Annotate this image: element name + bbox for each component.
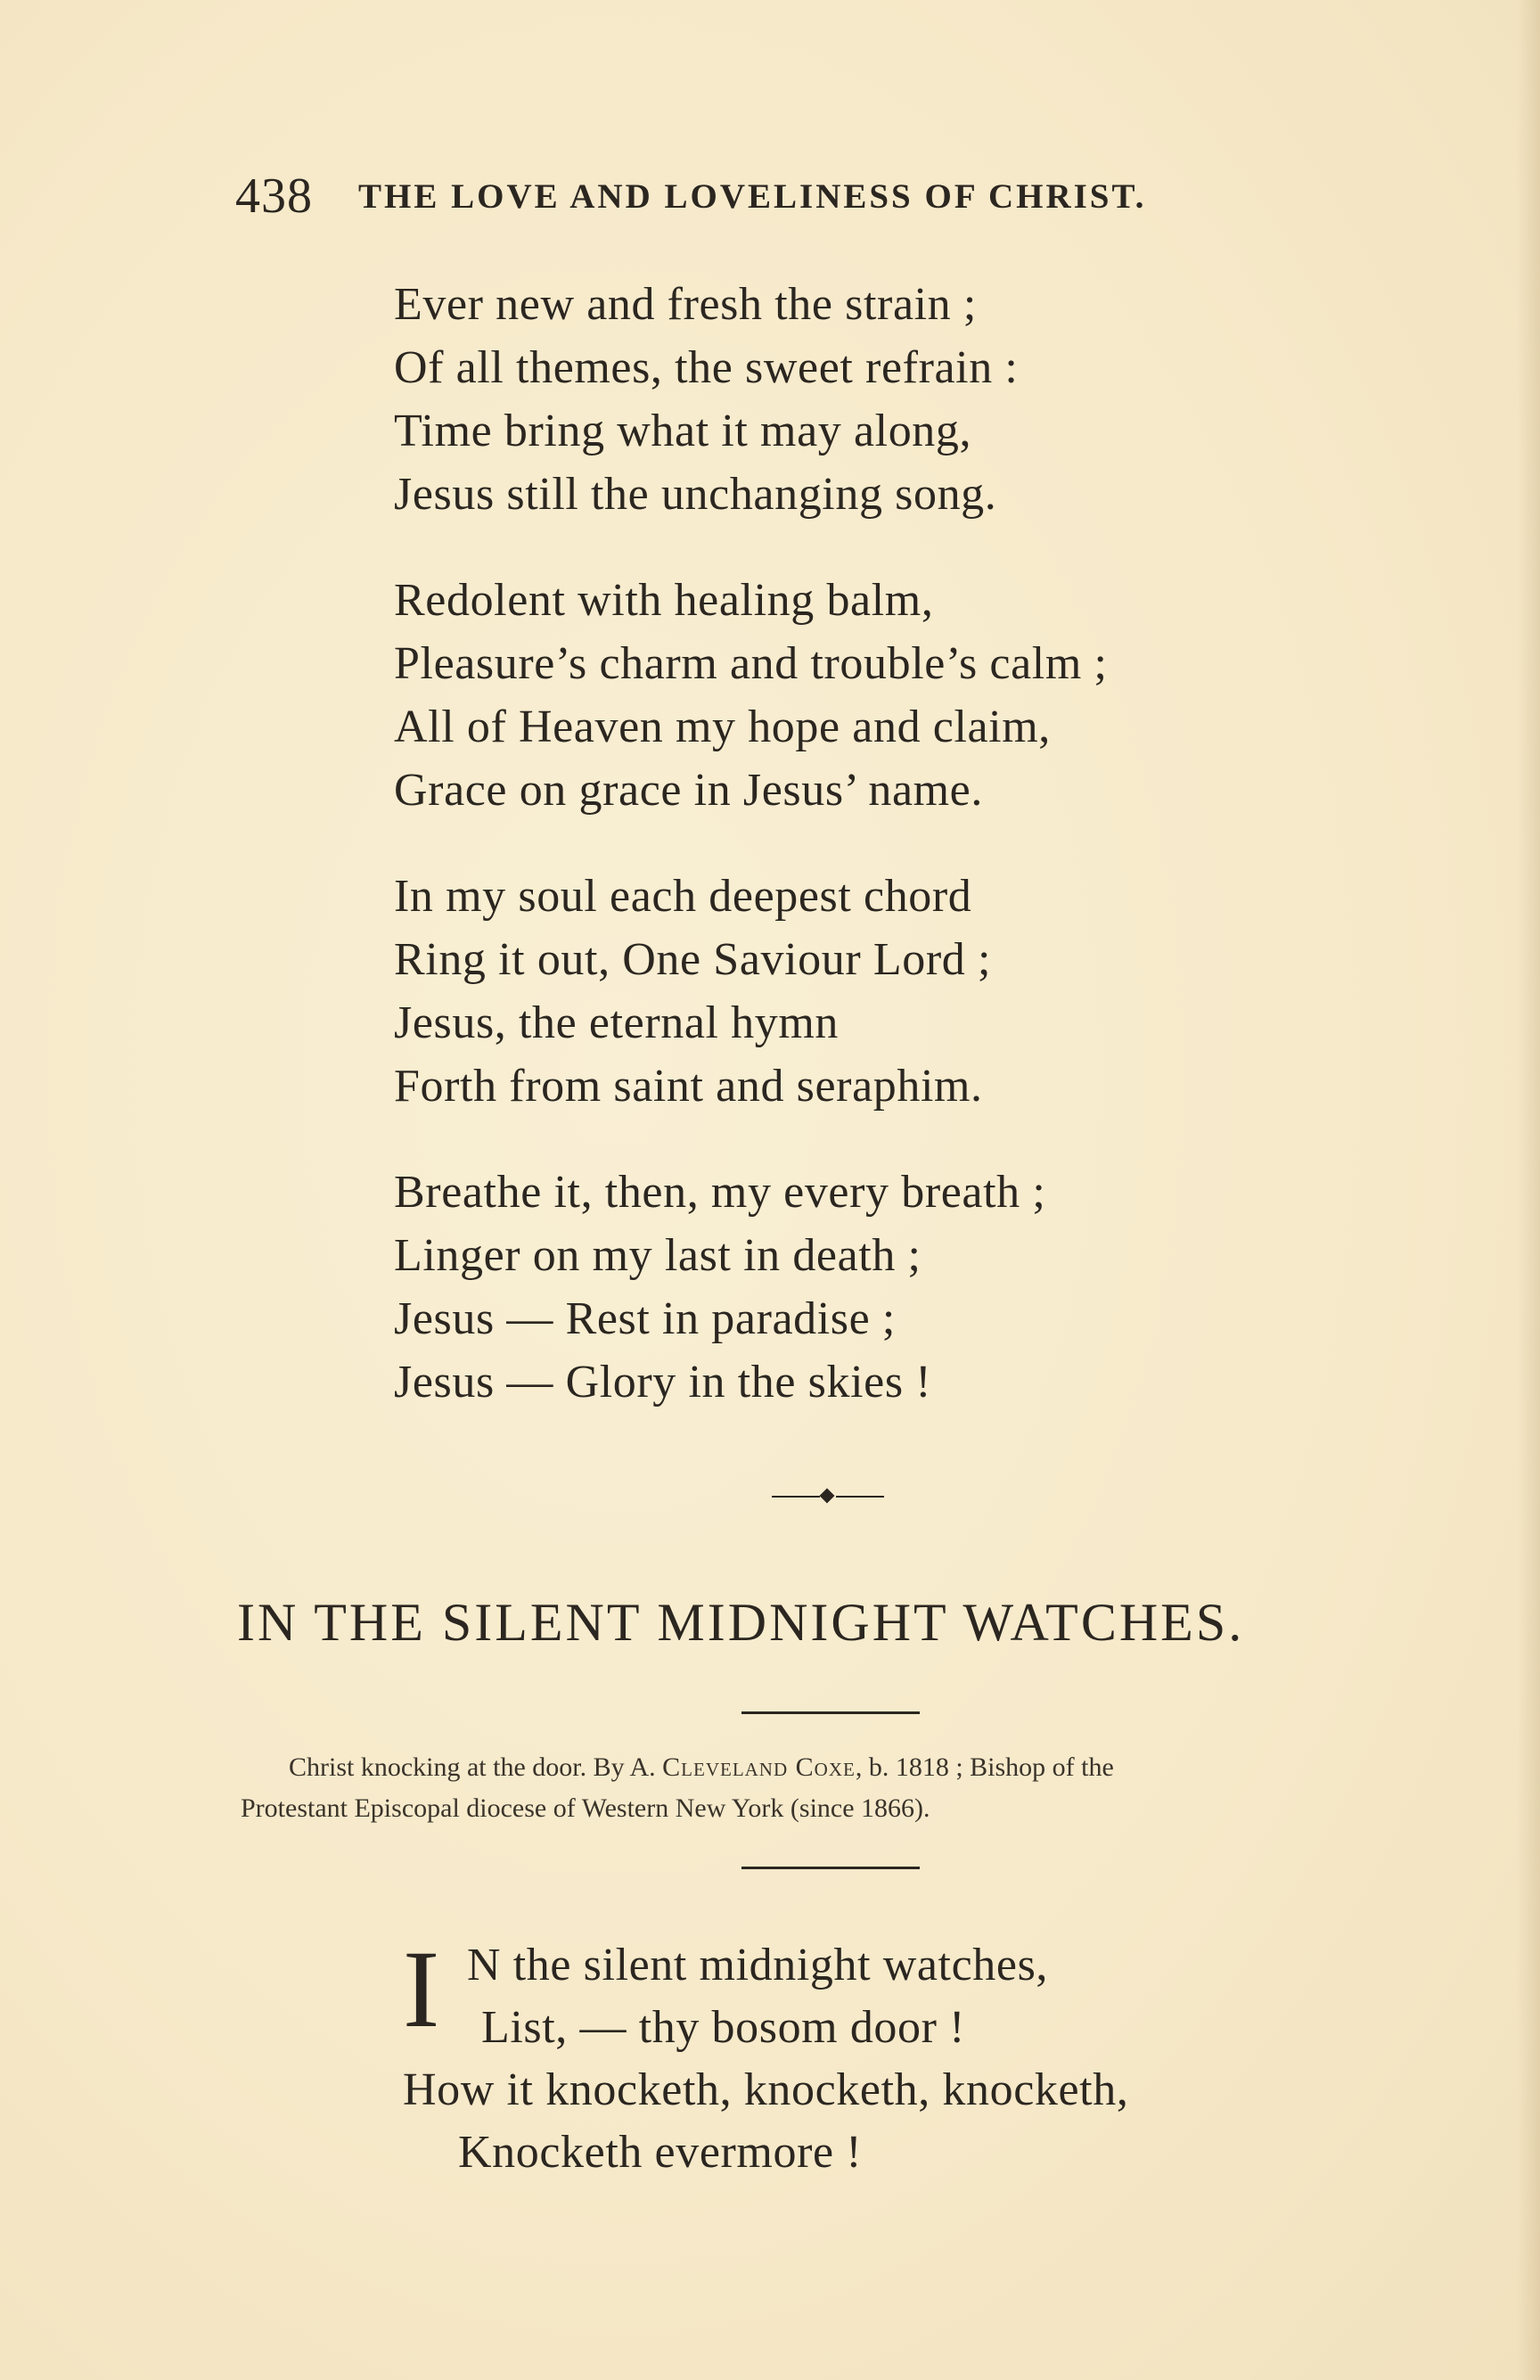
attribution-text: , b. 1818 ; Bishop of the: [855, 1752, 1114, 1782]
stanza-4: [394, 1161, 1330, 1414]
attribution-line-2: Protestant Episcopal diocese of Western New York (since 1866).: [241, 1793, 930, 1823]
ornament-bar-left: [772, 1496, 820, 1498]
ornament-bar-right: [836, 1496, 884, 1498]
page-header: [235, 165, 1305, 227]
poem-line: Time bring what it may along,: [394, 406, 972, 456]
poem-line: In my soul each deepest chord: [394, 871, 972, 922]
attribution-author: Cleveland Coxe: [662, 1752, 856, 1782]
poem-line: N the silent midnight watches,: [467, 1940, 1049, 1990]
poem-line: Jesus — Glory in the skies !: [394, 1357, 932, 1407]
poem-line: Jesus, the eternal hymn: [394, 997, 840, 1048]
poem-line: Ever new and fresh the strain ;: [394, 279, 977, 330]
poem-line: Linger on my last in death ;: [394, 1230, 922, 1281]
page-number: 438: [235, 168, 313, 224]
attribution-text: Christ knocking at the door. By A.: [289, 1752, 663, 1782]
poem-line: All of Heaven my hope and claim,: [394, 702, 1051, 752]
running-head: THE LOVE AND LOVELINESS OF CHRIST.: [358, 177, 1147, 216]
stanza-3: [394, 865, 1330, 1118]
poem-line: How it knocketh, knocketh, knocketh,: [403, 2064, 1129, 2115]
poem-continuation: [394, 273, 1330, 1457]
divider-rule: [741, 1711, 920, 1714]
page-edge-shadow: [1517, 0, 1540, 2380]
poem-line: Jesus — Rest in paradise ;: [394, 1293, 896, 1344]
poem-line: Knocketh evermore !: [458, 2127, 863, 2178]
poem-line: Pleasure’s charm and trouble’s calm ;: [394, 638, 1108, 689]
diamond-icon: [820, 1489, 835, 1504]
stanza-2: [394, 569, 1330, 822]
poem-line: Redolent with healing balm,: [394, 575, 934, 626]
drop-cap: I: [403, 1928, 440, 2050]
poem-line: Ring it out, One Saviour Lord ;: [394, 934, 991, 985]
poem-line: Grace on grace in Jesus’ name.: [394, 765, 983, 816]
poem-line: List, — thy bosom door !: [481, 2002, 966, 2053]
stanza-1: [394, 273, 1330, 526]
poem-line: Of all themes, the sweet refrain :: [394, 342, 1019, 393]
attribution-line-1: [241, 1747, 1426, 1788]
poem-line: Forth from saint and seraphim.: [394, 1061, 983, 1112]
divider-ornament: [772, 1483, 884, 1510]
divider-rule: [741, 1867, 920, 1869]
section-title: IN THE SILENT MIDNIGHT WATCHES.: [237, 1593, 1245, 1652]
poem-line: Jesus still the unchanging song.: [394, 469, 997, 520]
poem-opening: [403, 1928, 1383, 2184]
poem-line: Breathe it, then, my every breath ;: [394, 1167, 1046, 1218]
attribution: [241, 1747, 1426, 1829]
